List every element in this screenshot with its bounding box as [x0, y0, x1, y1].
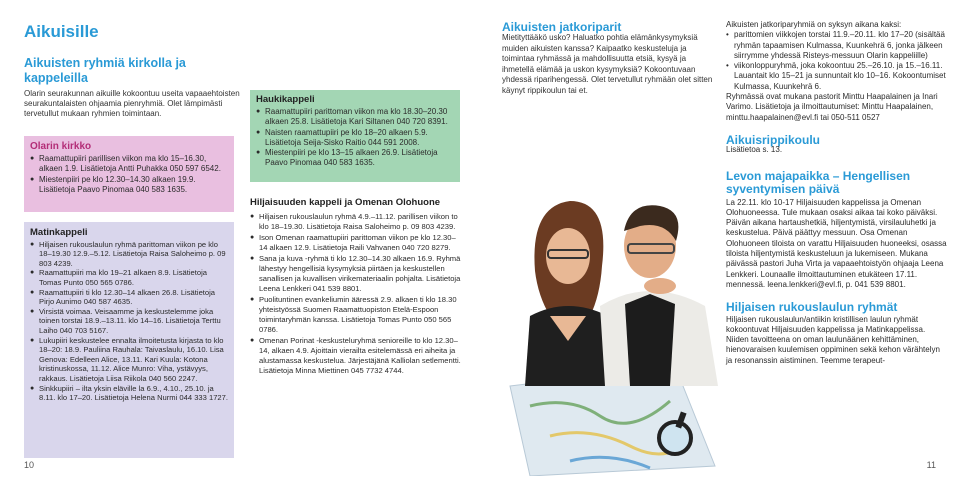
olohuone-list — [250, 212, 464, 376]
jatkoriparit-intro: Aikuisten jatkoriparyhmiä on syksyn aikana kaksi: — [726, 20, 902, 29]
list-item: ● Raamattupiiri ti klo 12.30–14 alkaen 26.8. Lisätietoja Pirjo Aunimo 040 587 4635. — [30, 288, 228, 307]
section-subtitle: Aikuisten ryhmiä kirkolla ja kappeleilla — [24, 56, 186, 85]
olari-list — [30, 154, 228, 195]
list-item: ● Raamattupiiri parittoman viikon ma klo 18.30–20.30 alkaen 25.8. Lisätietoja Kari Siltanen 040 720 8391. — [256, 107, 454, 127]
jatkoriparit-contact: Ryhmässä ovat mukana pastorit Minttu Haapalainen ja Inari Varimo. Lisätietoja ja ilmoittautumiset: Minttu Haapalainen, minttu.haapalainen@evl.fi tai 050-511 0527 — [726, 92, 938, 122]
intro-text: Olarin seurakunnan aikuille kokoontuu useita vapaaehtoisten seurakuntalaisten ohjaamia pienryhmiä. Olet lämpimästi tervetullut mukaan ryhmien toimintaan. — [24, 89, 240, 118]
list-item: ● Ison Omenan raamattupiiri parittoman viikon pe klo 12.30–14 alkaen 12.9. Lisätietoja Raili Vahvanen 040 720 8279. — [250, 233, 464, 253]
levon-title: Levon majapaikka – Hengellisen syventymisen päivä — [726, 168, 911, 196]
haukikappeli-box — [250, 90, 460, 182]
haukikappeli-list — [256, 107, 454, 168]
list-item: • parittomien viikkojen torstai 11.9.–20.11. klo 17–20 (sisältää ryhmän tapaamisen Kulmassa, Kuunkehrä 6, jonka jälkeen siirrymme yhdessä Risteys-messuun Olarin kappeliille) — [726, 30, 948, 61]
haukikappeli-heading: Haukikappeli — [256, 94, 315, 105]
olari-box — [24, 136, 234, 212]
matinkappeli-box — [24, 222, 234, 458]
list-item: ● Sinkkupiiri – ilta yksin eläville la 6.9., 4.10., 25.10. ja 8.11. klo 17–20. Lisätietoja Helena Nurmi 044 333 1727. — [30, 384, 228, 403]
olohuone-heading: Hiljaisuuden kappeli ja Omenan Olohuone — [250, 197, 441, 208]
list-item: ● Raamattupiiri ma klo 19–21 alkaen 8.9. Lisätietoja Tomas Punto 050 565 0786. — [30, 268, 228, 287]
rippikoulu-title: Aikuisrippikoulu — [726, 132, 821, 147]
list-item: ● Puolituntinen evankeliumin ääressä 2.9. alkaen ti klo 18.30 yhteistyössä Suomen Raamattuopiston Etelä-Espoon toimintaryhmän kanssa. Lisätietoja Tomas Punto 050 565 0786. — [250, 295, 464, 335]
levon-text: La 22.11. klo 10-17 Hiljaisuuden kappelissa ja Omenan Olohuoneessa. Tule mukaan osaksi aikaa tai koko päiväksi. Päivän aikana hartaushetkiä, hiljentymistä, virsilauluhetki ja keskustelua. Päivä päättyy messuun. Osa Omenan Olohuoneen tiloista on varattu Hiljaisuuden huoneeksi, osassa tiloista hiljentymistä keskusteluun ja lukemiseen. Mukana päivässä pastori Juha Virta ja vapaaehtoistyön ohjaaja Leena Lenkkeri. Lounaalle ilmoittautuminen etukäteen 17.11. mennessä. leena.lenkkeri@evl.fi, p. 041 539 8801. — [726, 197, 947, 289]
list-item: ● Hiljaisen rukouslaulun ryhmä parittoman viikon pe klo 18–19.30 12.9.–5.12. Lisätietoja Raisa Saloheimo p. 09 803 4239. — [30, 240, 228, 269]
matinkappeli-list — [30, 240, 228, 403]
list-item: ● Lukupiiri keskustelee ennalta ilmoitetusta kirjasta to klo 18–20: 18.9. Pauliina Rauhala: Taivaslaulu, 16.10. Lisa Genova: Edelleen Alice, 13.11. Kari Kuula: Kotona kristinuskossa, 11.12. Alice Munro: Viha, ystävyys, rakkaus. Lisätietoja Liisa Riikola 040 560 2247. — [30, 336, 228, 384]
page-title: Aikuisille — [24, 22, 99, 41]
page-number-left: 10 — [24, 460, 35, 470]
list-item: ● Hiljaisen rukouslaulun ryhmä 4.9.–11.12. parillisen viikon to klo 18–19.30. Lisätietoja Raisa Saloheimo p. 09 803 4239. — [250, 212, 464, 232]
list-item: ● Virsistä voimaa. Veisaamme ja keskustelemme joka toinen torstai 18.9.–13.11. klo 14–16. Lisätietoja Terttu Laiho 040 703 5167. — [30, 307, 228, 336]
list-item: ● Naisten raamattupiiri pe klo 18–20 alkaen 5.9. Lisätietoja Seija-Sisko Raitio 044 591 2008. — [256, 128, 454, 148]
olari-heading: Olarin kirkko — [30, 141, 92, 152]
rukous-title: Hiljaisen rukouslaulun ryhmät — [726, 300, 898, 315]
list-item: ● Raamattupiiri parillisen viikon ma klo 15–16.30, alkaen 1.9. Lisätietoja Antti Puhakka 050 597 6542. — [30, 154, 228, 174]
list-item: • viikonloppuryhmä, joka kokoontuu 25.–26.10. ja 15.–16.11. Lauantait klo 15–21 ja sunnuntait klo 10–16. Kokoontumiset Kulmassa, Kuunkehrä 6. — [726, 61, 948, 92]
list-item: ● Omenan Porinat -keskusteluryhmä senioreille to klo 12.30–14, alkaen 4.9. Ajoittain vierailta esitelemässä eri aiheita ja alustamassa keskustelua. Järjestäjänä Kalliolan setlementti. Lisätietoja Minna Miettinen 045 7732 4744. — [250, 336, 464, 376]
jatkoriparit-list — [726, 30, 948, 92]
list-item: ● Sana ja kuva -ryhmä ti klo 12.30–14.30 alkaen 16.9. Ryhmä lähestyy hengellisiä kysymyksiä piirtäen ja keskustellen sanallisen ja kuvallisen virikemateriaalin pohjalta. Lisätietoja Leena Lenkkeri 041 539 8801. — [250, 254, 464, 294]
right-column — [726, 20, 948, 366]
rukous-text: Hiljaisen rukouslaulun/antiikin kristillisen laulun ryhmät kokoontuvat Hiljaisuuden kappelissa ja Matinkappelissa. Niiden tavoitteena on oman laulunäänen kehittäminen, hienovaraisen kuulemisen oppiminen sekä kehon värähtelyn ja resonanssin aistiminen. Teemme terapeut- — [726, 314, 940, 365]
list-item: ● Miestenpiiri pe klo 12.30–14.30 alkaen 19.9. Lisätietoja Paavo Pinomaa 040 583 1635. — [30, 175, 228, 195]
olohuone-section — [250, 198, 464, 460]
jatkoriparit-text: Mietityttääkö usko? Haluatko pohtia elämänkysymyksiä muiden aikuisten kanssa? Kaipaatko keskusteluja ja toimintaa ryhmässä ja mahdollisuutta etsiä, kysyä ja ihmetellä elämää ja uskon kysymyksiä? Kokoontuvaan yhdessä riparihengessä. Olet tervetullut ryhmään olet sitten käynyt rippikoulun tai et. — [502, 33, 713, 95]
jatkoriparit-title: Aikuisten jatkoriparit — [502, 20, 622, 34]
study-photo — [490, 176, 720, 476]
right-page — [480, 0, 960, 480]
page-number-right: 11 — [926, 460, 936, 470]
rippikoulu-text: Lisätietoa s. 13. — [726, 145, 783, 155]
matinkappeli-heading: Matinkappeli — [30, 227, 88, 238]
list-item: ● Miestenpiiri pe klo 13–15 alkaen 26.9. Lisätietoja Paavo Pinomaa 040 583 1635. — [256, 148, 454, 168]
